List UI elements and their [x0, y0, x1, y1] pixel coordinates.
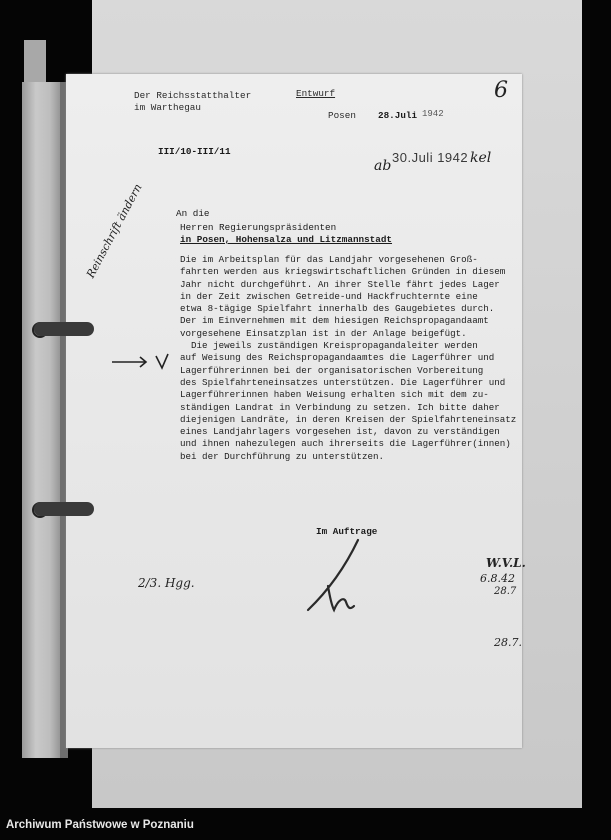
binder-spine — [22, 82, 62, 758]
recipients-line-2: in Posen, Hohensalza und Litzmannstadt — [180, 234, 393, 245]
letter-page — [66, 74, 526, 748]
date-year: 1942 — [422, 109, 444, 119]
body-line: fahrten werden aus kriegswirtschaftlichen Gründen in diesem — [180, 266, 506, 278]
recipients-line-1: Herren Regierungspräsidenten — [180, 222, 337, 233]
body-line: Lagerführerinnen haben Weisung erhalten sich mit dem zu- — [180, 389, 489, 401]
body-line: Jahr nicht durchgeführt. An ihrer Stelle fährt jedes Lager — [180, 278, 500, 290]
margin-arrow-icon — [110, 352, 180, 372]
salutation: An die — [176, 208, 210, 219]
margin-note: Reinschrift ändern — [84, 181, 145, 281]
body-line: auf Weisung des Reichspropagandaamtes die Lagerführer und — [180, 352, 495, 364]
body-line: Die jeweils zuständigen Kreispropagandaleiter werden — [180, 340, 478, 352]
place: Posen — [328, 110, 356, 121]
binder-ring-bottom — [34, 502, 94, 516]
body-line: vorgesehene Einsatzplan ist in der Anlage beigefügt. — [180, 327, 467, 339]
page-number-handwritten: 6 — [494, 78, 508, 103]
binder-cap — [24, 40, 46, 84]
body-line: Lagerführerinnen bei der organisatorischen Vorbereitung — [180, 364, 484, 376]
note-right-2: 6.8.42 — [480, 572, 515, 585]
signature-icon — [298, 536, 368, 616]
closing: Im Auftrage — [316, 526, 378, 537]
received-stamp: 30.Juli 1942 — [392, 150, 469, 165]
body-line: und ihnen nahezulegen auch ihrerseits die Lagerführer(innen) — [180, 438, 511, 450]
note-right-3: 28.7 — [494, 586, 517, 597]
date: 28.Juli — [378, 110, 418, 121]
note-bottom-left: 2/3. Hgg. — [138, 576, 195, 590]
sender-block: Der Reichsstatthalter im Warthegau — [134, 90, 252, 113]
draft-label: Entwurf — [296, 88, 336, 99]
body-line: bei der Durchführung zu unterstützen. — [180, 450, 384, 462]
body-line: diejenigen Landräte, in deren Kreisen der Spielfahrteneinsatz — [180, 413, 517, 425]
note-right-4: 28.7. — [494, 636, 522, 649]
body-line: Die im Arbeitsplan für das Landjahr vorgesehenen Groß- — [180, 254, 478, 265]
stamp-initials-right: kel — [470, 150, 492, 166]
body-line: etwa 8-tägige Spielfahrt innerhalb des Gaugebietes durch. — [180, 303, 495, 315]
body-line: des Spielfahrteneinsatzes unterstützen. Die Lagerführer und — [180, 376, 506, 388]
letter-body — [180, 254, 520, 463]
body-line: eines Landjahrlagers vorgesehen ist, davon zu verständigen — [180, 426, 500, 438]
binder-ring-top — [34, 322, 94, 336]
body-line: Der im Einvernehmen mit dem hiesigen Reichspropagandaamt — [180, 315, 489, 327]
archive-label: Archiwum Państwowe w Poznaniu — [6, 819, 194, 831]
stamp-initials-left: ab — [374, 158, 392, 174]
body-line: in der Zeit zwischen Getreide-und Hackfruchternte eine — [180, 290, 478, 302]
body-line: ständigen Landrat in Verbindung zu setzen. Ich bitte daher — [180, 401, 500, 413]
note-right-1: W.V.L. — [486, 556, 526, 570]
reference-number: III/10-III/11 — [158, 146, 231, 157]
